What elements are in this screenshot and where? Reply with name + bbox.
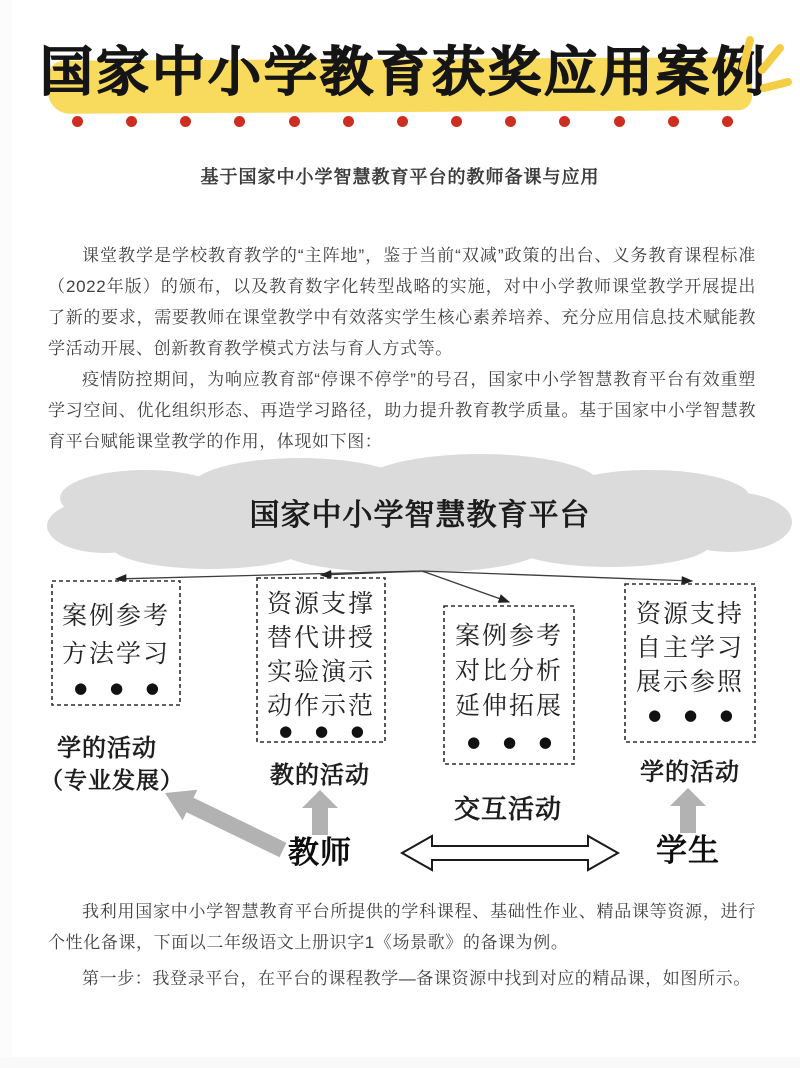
- red-dot: [234, 116, 245, 127]
- document-subtitle: 基于国家中小学智慧教育平台的教师备课与应用: [200, 167, 600, 187]
- label-professional-development: （专业发展）: [40, 767, 184, 793]
- diagonal-arrow-development: [165, 790, 287, 858]
- box2-ellipsis: ● ● ●: [279, 722, 373, 740]
- paragraph-2: 疫情防控期间，为响应教育部“停课不停学”的号召，国家中小学智慧教育平台有效重塑学习空间、优化组织形态、再造学习路径，助力提升教育教学质量。基于国家中小学智慧教育平台赋能课堂教学的作用，体现如下图：: [48, 370, 756, 451]
- red-dot: [180, 116, 191, 127]
- fan-arrows: [116, 571, 692, 602]
- box2-line4: 动作示范: [266, 691, 376, 720]
- arrow-to-box-3: [422, 571, 509, 602]
- label-learn-left: 学的活动: [57, 735, 157, 762]
- label-interaction-activity: 交互活动: [453, 794, 563, 824]
- box4-line2: 自主学习: [635, 633, 745, 662]
- up-arrow-learn: [670, 788, 706, 833]
- box3-line3: 延伸拓展: [454, 691, 564, 720]
- sparkle-stroke: [764, 82, 788, 88]
- red-dot: [126, 116, 137, 127]
- up-arrow-teach: [302, 790, 338, 835]
- red-dot: [289, 116, 300, 127]
- arrow-to-box-4: [422, 571, 692, 581]
- box4-line3: 展示参照: [635, 667, 745, 696]
- red-dot: [559, 116, 570, 127]
- box3-line1: 案例参考: [454, 621, 564, 650]
- red-dot: [722, 116, 733, 127]
- box2-line2: 替代讲授: [266, 623, 376, 652]
- box2-line1: 资源支撑: [266, 589, 376, 618]
- platform-diagram: [0, 450, 800, 880]
- red-dot: [451, 116, 462, 127]
- actor-student: 学生: [656, 833, 720, 868]
- box4-line1: 资源支持: [635, 599, 745, 628]
- red-dot: [343, 116, 354, 127]
- paragraph-1: 课堂教学是学校教育教学的“主阵地”，鉴于当前“双减”政策的出台、义务教育课程标准（2022年版）的颁布，以及教育数字化转型战略的实施，对中小学教师课堂教学开展提出了新的要求，需要教师在课堂教学中有效落实学生核心素养培养、充分应用信息技术赋能教学活动开展、创新教育教学模式方法与育人方式等。: [48, 246, 756, 358]
- double-headed-arrow: [402, 836, 618, 870]
- sparkle-icon: [730, 30, 798, 100]
- sparkle-stroke: [743, 40, 750, 68]
- label-learn-right: 学的活动: [640, 759, 740, 786]
- box4-ellipsis: ● ● ●: [648, 706, 742, 724]
- red-dot-row: [72, 116, 733, 127]
- box2-line3: 实验演示: [266, 657, 376, 686]
- red-dot: [505, 116, 516, 127]
- label-teach-activity: 教的活动: [270, 762, 370, 789]
- red-dot: [614, 116, 625, 127]
- platform-label: 国家中小学智慧教育平台: [249, 499, 591, 532]
- page-title: 国家中小学教育获奖应用案例: [40, 43, 768, 102]
- box1-ellipsis: ● ● ●: [74, 679, 168, 697]
- box3-line2: 对比分析: [454, 656, 564, 685]
- paragraph-3: 我利用国家中小学智慧教育平台所提供的学科课程、基础性作业、精品课等资源，进行个性化备课，下面以二年级语文上册识字1《场景歌》的备课为例。: [48, 902, 756, 952]
- box3-ellipsis: ● ● ●: [467, 733, 561, 751]
- box1-line2: 方法学习: [61, 639, 171, 668]
- box1-line1: 案例参考: [61, 601, 171, 630]
- actor-teacher: 教师: [288, 835, 352, 870]
- red-dot: [72, 116, 83, 127]
- red-dot: [397, 116, 408, 127]
- sparkle-stroke: [762, 48, 780, 70]
- red-dot: [668, 116, 679, 127]
- page-edge-bottom: [0, 1057, 800, 1068]
- paragraph-4: 第一步：我登录平台，在平台的课程教学—备课资源中找到对应的精品课，如图所示。: [82, 969, 751, 988]
